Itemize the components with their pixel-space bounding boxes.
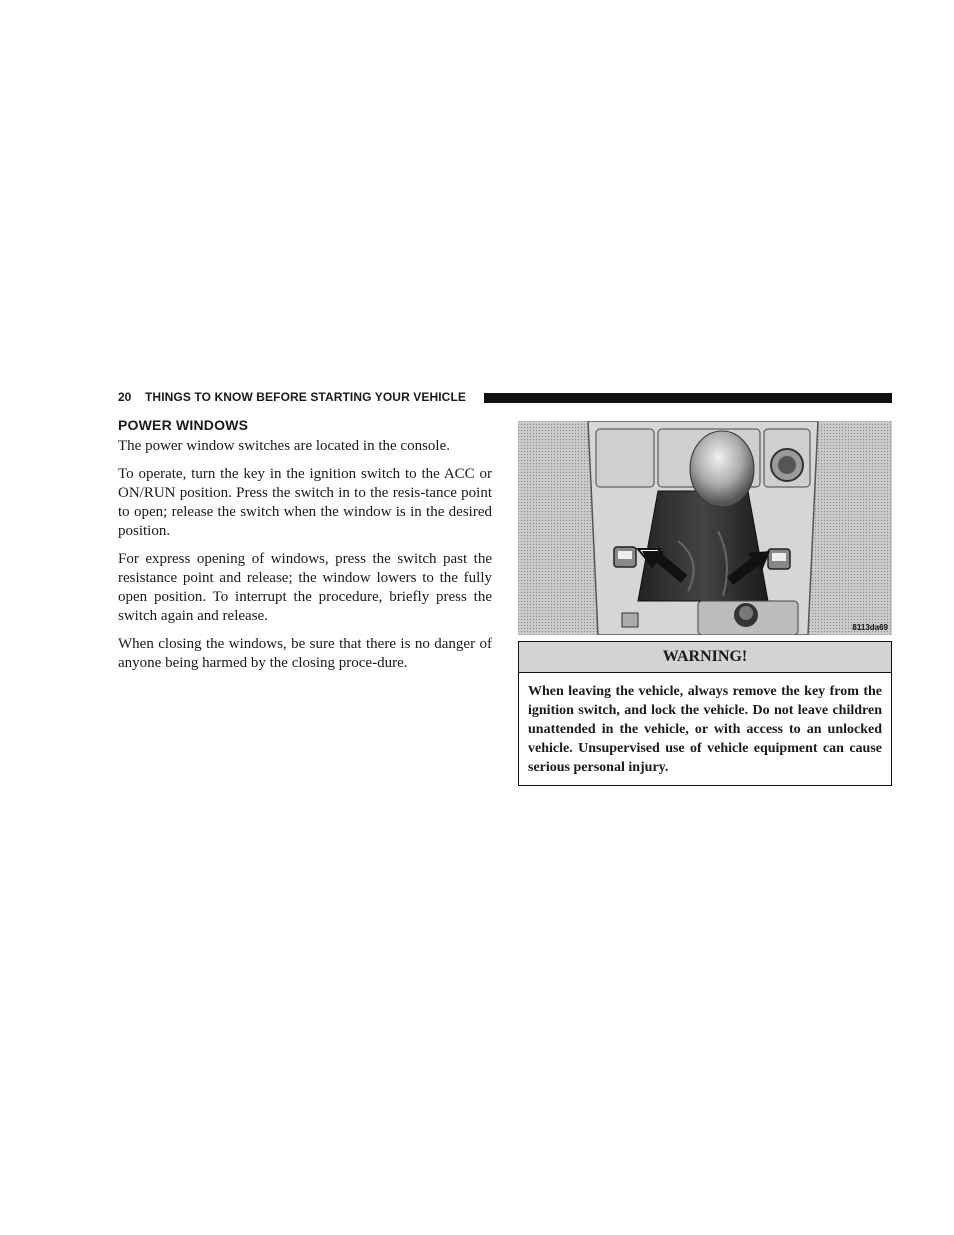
section-title: THINGS TO KNOW BEFORE STARTING YOUR VEHICLE [145, 390, 466, 404]
header-rule [484, 393, 892, 403]
text-column [118, 417, 492, 682]
warning-text: When leaving the vehicle, always remove the key from the ignition switch, and lock the vehicle. Do not leave children unattended in the vehicle, or with access to an unlocked vehicle. Unsupervised use of vehicle equipment can cause serious personal injury. [528, 684, 882, 775]
warning-title: WARNING! [519, 642, 891, 673]
paragraph: For express opening of windows, press the switch past the resistance point and release; the window lowers to the fully open position. To interrupt the procedure, briefly press the switch again and release. [118, 551, 492, 624]
page-header [118, 389, 892, 407]
figure-code: 8113da69 [852, 623, 888, 632]
paragraph: The power window switches are located in the console. [118, 438, 450, 454]
console-illustration [518, 421, 892, 635]
paragraph: To operate, turn the key in the ignition switch to the ACC or ON/RUN position. Press the switch in to the resis-tance point to open; release the switch when the window is in the desired position. [118, 466, 492, 539]
warning-box [518, 641, 892, 786]
console-drawing [518, 421, 892, 635]
paragraph: When closing the windows, be sure that there is no danger of anyone being harmed by the closing proce-dure. [118, 636, 492, 671]
section-heading: POWER WINDOWS [118, 417, 249, 433]
page-number: 20 [118, 390, 132, 404]
